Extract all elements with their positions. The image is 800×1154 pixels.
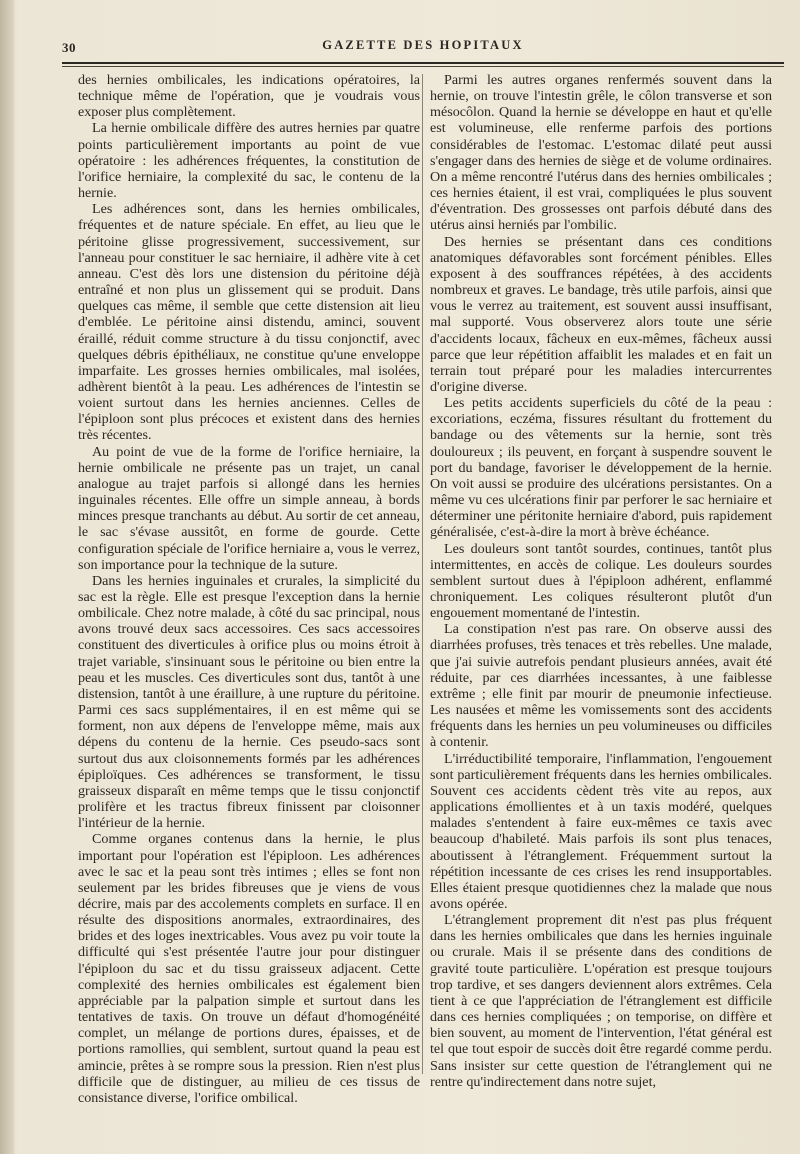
page-number: 30 [62, 40, 76, 55]
paragraph: Parmi les autres organes renfermés souvent dans la hernie, on trouve l'intestin grêle, le côlon transverse et son mésocôlon. Quand la hernie se développe en haut et qu'elle est volumineuse, elle renferme parfois des portions considérables de l'estomac. L'estomac dilaté peut aussi s'engager dans des hernies de siège et de volume ordinaires. On a même rencontré l'utérus dans des hernies ombilicales ; ces hernies étaient, il est vrai, compliquées le plus souvent d'éventration. Des grossesses ont parfois débuté dans des utérus ainsi herniés par l'ombilic. [430, 72, 772, 234]
header-rule-thick [62, 62, 784, 64]
column-divider [422, 74, 423, 1074]
paragraph: Des hernies se présentant dans ces conditions anatomiques défavorables sont forcément pénibles. Elles exposent à des souffrances répétées, à des accidents nombreux et graves. Le bandage, très utile parfois, ainsi que vous le verrez au traitement, est souvent aussi insuffisant, mal supporté. Vous observerez alors toute une série d'accidents locaux, fâcheux en eux-mêmes, fâcheux aussi parce que leur répétition affaiblit les malades et en fait un terrain tout préparé pour les maladies intercurrentes d'origine diverse. [430, 233, 772, 395]
paragraph: L'étranglement proprement dit n'est pas plus fréquent dans les hernies ombilicales que dans les hernies inguinale ou crurale. Mais il se présente dans des conditions de gravité toute particulière. L'opération est presque toujours trop tardive, et ses dangers deviennent alors extrêmes. Cela tient à ce que l'appréciation de l'étranglement est difficile dans ces hernies compliquées ; on temporise, on diffère et bien souvent, au moment de l'intervention, l'état général est tel que tout espoir de succès doit être regardé comme perdu. Sans insister sur cette question de l'étranglement qui ne rentre qu'indirectement dans notre sujet, [430, 912, 772, 1090]
paragraph: La hernie ombilicale diffère des autres hernies par quatre points particulièrement importants au point de vue opératoire : les adhérences fréquentes, la constitution de l'orifice herniaire, la complexité du sac, le contenu de la hernie. [78, 120, 420, 202]
header-rule-thin [62, 66, 784, 67]
page-binding-gutter [0, 0, 14, 1154]
paragraph: Au point de vue de la forme de l'orifice herniaire, la hernie ombilicale ne présente pas un trajet, un canal analogue au trajet parfois si allongé dans les hernies inguinales récentes. Elle offre un simple anneau, à bords minces presque tranchants au début. Au sortir de cet anneau, le sac s'évase aussitôt, en forme de gourde. Cette configuration spéciale de l'orifice herniaire a, vous le verrez, son importance pour la technique de la suture. [78, 443, 420, 573]
paragraph: La constipation n'est pas rare. On observe aussi des diarrhées profuses, très tenaces et très rebelles. Une malade, que j'ai suivie autrefois pendant plusieurs années, avait été réduite, par ces diarrhées incessantes, à une faiblesse extrême ; elle finit par mourir de pneumonie infectieuse. Les nausées et même les vomissements sont des accidents fréquents dans les hernies un peu volumineuses ou difficiles à contenir. [430, 621, 772, 751]
right-column [430, 72, 772, 1090]
journal-title: GAZETTE DES HOPITAUX [322, 38, 524, 52]
page-header [62, 38, 784, 60]
paragraph: Comme organes contenus dans la hernie, le plus important pour l'opération est l'épiploon. Les adhérences avec le sac et la peau sont très intimes ; elles se font non seulement par les brides fibreuses que je viens de vous décrire, mais par des accolements complets en surface. Il en résulte des dispositions anormales, extraordinaires, des brides et des loges inextricables. Vous avez pu voir toute la difficulté qui s'est présentée l'autre jour pour distinguer l'épiploon du sac et du tissu graisseux adjacent. Cette complexité des hernies ombilicales est également bien appréciable par la palpation simple et surtout dans les tentatives de taxis. On trouve un défaut d'homogénéité complet, un mélange de portions dures, épaisses, et de portions ramollies, qui semblent, surtout quand la peau est amincie, prêtes à se rompre sous la pression. Rien n'est plus difficile que de distinguer, au milieu de ces tissus de consistance diverse, l'orifice ombilical. [78, 831, 420, 1106]
paragraph: L'irréductibilité temporaire, l'inflammation, l'engouement sont particulièrement fréquents dans les hernies ombilicales. Souvent ces accidents cèdent très vite au repos, aux applications émollientes et à un taxis modéré, quelques malades s'entendent à faire eux-mêmes ce taxis avec beaucoup d'habileté. Mais parfois ils sont plus tenaces, aboutissent à l'étranglement. Fréquemment surtout la répétition incessante de ces crises les rend insupportables. Elles étaient presque quotidiennes chez la malade que nous avons opérée. [430, 750, 772, 912]
left-column [78, 72, 420, 1106]
paragraph: Les petits accidents superficiels du côté de la peau : excoriations, eczéma, fissures résultant du frottement du bandage ou des vêtements sur la hernie, sont très douloureux ; ils peuvent, en forçant à suspendre souvent le port du bandage, favoriser le développement de la hernie. On voit aussi se produire des ulcérations persistantes. On a même vu ces ulcérations finir par perforer le sac herniaire et déterminer une péritonite herniaire d'abord, puis rapidement généralisée, c'est-à-dire la mort à brève échéance. [430, 395, 772, 541]
paragraph: Les douleurs sont tantôt sourdes, continues, tantôt plus intermittentes, en accès de colique. Les douleurs sourdes semblent surtout dues à l'épiploon adhérent, enflammé chroniquement. Les coliques résulteront plutôt d'un engouement momentané de l'intestin. [430, 540, 772, 622]
paragraph: Les adhérences sont, dans les hernies ombilicales, fréquentes et de nature spéciale. En effet, au lieu que le péritoine glisse progressivement, successivement, sur l'anneau pour constituer le sac herniaire, il adhère vite à cet anneau. C'est dès lors une distension du péritoine déjà entraîné et non plus un glissement qui se produit. Dans quelques cas même, il semble que cette distension ait lieu d'emblée. Le péritoine ainsi distendu, aminci, souvent éraillé, réduit comme structure à du tissu conjonctif, avec quelques débris épithéliaux, ne constitue qu'une enveloppe imparfaite. Les grosses hernies ombilicales, mal isolées, adhèrent bientôt à la peau. Les adhérences de l'intestin se voient surtout dans les hernies anciennes. Celles de l'épiploon sont plus précoces et existent dans des hernies très récentes. [78, 201, 420, 444]
paragraph: Dans les hernies inguinales et crurales, la simplicité du sac est la règle. Elle est presque l'exception dans la hernie ombilicale. Chez notre malade, à côté du sac principal, nous avons trouvé deux sacs accessoires. Ces sacs accessoires constituent des diverticules à orifice plus ou moins étroit à trajet variable, s'insinuant sous le péritoine ou bien entre la peau et les muscles. Ces diverticules sont dus, tantôt à une distension, tantôt à une éraillure, à une rupture du péritoine. Parmi ces sacs supplémentaires, il en est même qui se forment, non aux dépens de l'enveloppe même, mais aux dépens du contenu de la hernie. Ces pseudo-sacs sont surtout dus aux cloisonnements formés par les adhérences épiploïques. Ces adhérences se transforment, le tissu graisseux disparaît en même temps que le tissu conjonctif prolifère et les tractus fibreux finissent par cloisonner l'intérieur de la hernie. [78, 572, 420, 832]
paragraph: des hernies ombilicales, les indications opératoires, la technique même de l'opération, que je voudrais vous exposer plus complètement. [78, 72, 420, 121]
